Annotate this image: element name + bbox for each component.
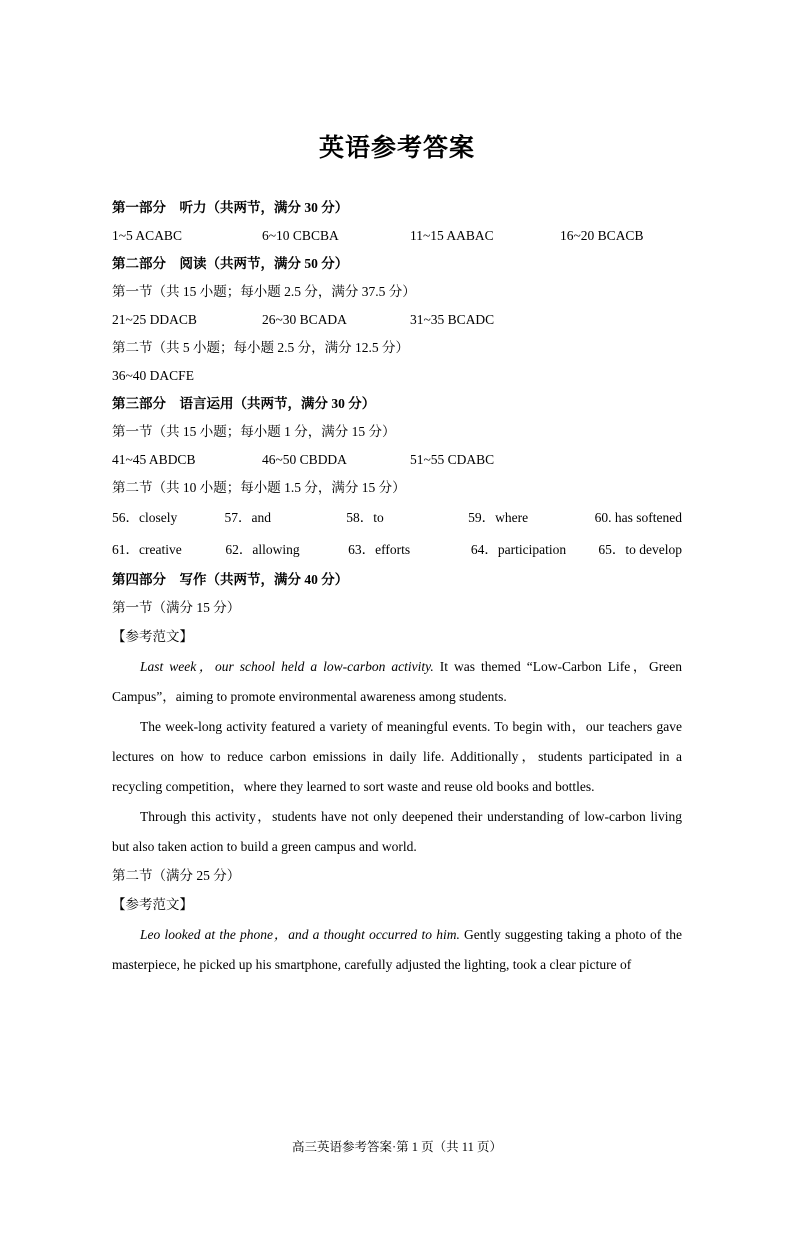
part3-section1-heading: 第一节（共 15 小题；每小题 1 分，满分 15 分） <box>112 424 396 439</box>
fill-answer: 59．where <box>468 510 529 525</box>
part4-section1-heading: 第一节（满分 15 分） <box>112 600 241 615</box>
part3-section1-answers <box>112 446 682 474</box>
answer-group: 16~20 BCACB <box>560 228 644 243</box>
essay1-paragraph-1-rest: It was themed “Low-Carbon Life，Green Campus”，aiming to promote environmental awareness among students. <box>112 659 682 704</box>
answer-group: 26~30 BCADA <box>262 312 347 327</box>
essay2-paragraph-1-rest: Gently suggesting taking a photo of the masterpiece, he picked up his smartphone, carefully adjusted the lighting, took a clear picture of <box>112 927 682 972</box>
part3-section2-answers-row2 <box>112 534 682 566</box>
part2-section2-heading: 第二节（共 5 小题；每小题 2.5 分，满分 12.5 分） <box>112 340 409 355</box>
answer-group: 6~10 CBCBA <box>262 228 339 243</box>
part1-heading: 第一部分 听力（共两节，满分 30 分） <box>112 200 349 215</box>
fill-answer: 56．closely <box>112 510 178 525</box>
answer-group: 46~50 CBDDA <box>262 452 347 467</box>
part2-section1-answers <box>112 306 682 334</box>
fill-answer: 58．to <box>346 510 384 525</box>
document-page <box>0 128 794 1251</box>
fill-answer: 65．to develop <box>598 542 683 557</box>
part4-heading: 第四部分 写作（共两节，满分 40 分） <box>112 572 349 587</box>
part3-section2-heading: 第二节（共 10 小题；每小题 1.5 分，满分 15 分） <box>112 480 406 495</box>
fill-answer: 62．allowing <box>225 542 300 557</box>
answer-group: 31~35 BCADC <box>410 312 495 327</box>
fill-answer: 64．participation <box>470 542 567 557</box>
essay1-paragraph-3: Through this activity，students have not only deepened their understanding of low-carbon living but also taken action to build a green campus and world. <box>112 809 682 854</box>
fill-answer: 57．and <box>224 510 271 525</box>
essay1-paragraph-2: The week-long activity featured a variety of meaningful events. To begin with，our teachers gave lectures on how to reduce carbon emissions in daily life. Additionally，students participated in a recycling competition，where they learned to sort waste and reuse old books and bottles. <box>112 719 682 794</box>
essay2-opening-sentence: Leo looked at the phone，and a thought occurred to him. <box>140 927 460 942</box>
essay1-opening-sentence: Last week，our school held a low-carbon activity. <box>140 659 434 674</box>
fill-answer: 60. has softened <box>594 510 682 525</box>
part2-section1-heading: 第一节（共 15 小题；每小题 2.5 分，满分 37.5 分） <box>112 284 416 299</box>
part4-section2-heading: 第二节（满分 25 分） <box>112 868 241 883</box>
sample-essay-label-1: 【参考范文】 <box>112 629 193 644</box>
sample-essay-label-2: 【参考范文】 <box>112 897 193 912</box>
essay1-paragraph-1 <box>112 652 682 712</box>
part2-section2-answers: 36~40 DACFE <box>112 368 194 383</box>
fill-answer: 61．creative <box>112 542 182 557</box>
answer-group: 41~45 ABDCB <box>112 452 196 467</box>
answer-group: 1~5 ACABC <box>112 228 182 243</box>
part1-answers <box>112 222 682 250</box>
answer-group: 21~25 DDACB <box>112 312 197 327</box>
part3-section2-answers-row1 <box>112 502 682 534</box>
essay2-paragraph-1 <box>112 920 682 980</box>
part3-heading: 第三部分 语言运用（共两节，满分 30 分） <box>112 396 376 411</box>
part2-heading: 第二部分 阅读（共两节，满分 50 分） <box>112 256 349 271</box>
page-title: 英语参考答案 <box>318 135 475 162</box>
answer-group: 51~55 CDABC <box>410 452 495 467</box>
page-footer: 高三英语参考答案·第 1 页（共 11 页） <box>292 1140 502 1154</box>
answer-group: 11~15 AABAC <box>410 228 494 243</box>
fill-answer: 63．efforts <box>348 542 411 557</box>
